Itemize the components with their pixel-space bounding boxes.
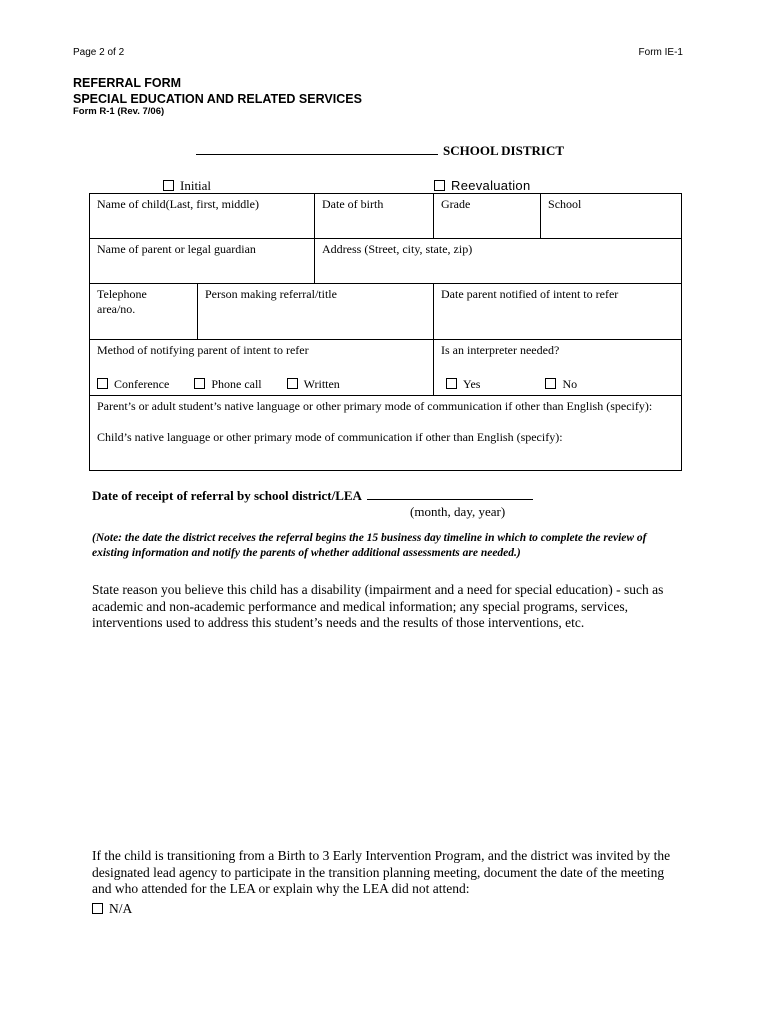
interpreter-label: Is an interpreter needed? <box>441 343 560 357</box>
child-language-label: Child’s native language or other primary mode of communication if other than English (specify): <box>97 430 563 444</box>
initial-option[interactable] <box>163 178 211 194</box>
school-cell[interactable] <box>541 194 682 239</box>
reevaluation-label: Reevaluation <box>451 178 531 193</box>
dob-label: Date of birth <box>322 197 384 211</box>
child-name-label: Name of child(Last, first, middle) <box>97 197 259 211</box>
written-checkbox[interactable] <box>287 378 298 389</box>
reason-prompt: State reason you believe this child has a disability (impairment and a need for special education) - such as academic and non-academic performance and medical information; any special programs, services, interventions used to address this student’s needs and the results of those interventions, etc. <box>92 582 664 630</box>
initial-label: Initial <box>180 178 212 193</box>
address-cell[interactable] <box>315 239 682 284</box>
initial-checkbox[interactable] <box>163 180 174 191</box>
school-district-label: SCHOOL DISTRICT <box>443 143 565 158</box>
method-options <box>97 377 426 392</box>
language-cell[interactable] <box>90 396 682 471</box>
dob-cell[interactable] <box>315 194 434 239</box>
conference-option[interactable] <box>97 377 169 392</box>
no-option[interactable] <box>545 377 577 392</box>
interpreter-cell <box>434 340 682 396</box>
form-number: Form R-1 (Rev. 7/06) <box>73 106 165 117</box>
school-district-field[interactable] <box>196 142 438 155</box>
interpreter-options <box>441 377 674 392</box>
yes-label: Yes <box>463 377 481 391</box>
receipt-date-label: Date of receipt of referral by school district/LEA <box>92 488 362 503</box>
telephone-cell[interactable] <box>90 284 198 340</box>
na-label: N/A <box>109 901 133 916</box>
method-label: Method of notifying parent of intent to refer <box>97 343 309 357</box>
transition-prompt: If the child is transitioning from a Birth to 3 Early Intervention Program, and the district was invited by the designated lead agency to participate in the transition planning meeting, document the date of the meeting and who attended for the LEA or explain why the LEA did not attend: <box>92 848 671 896</box>
title-line-2: SPECIAL EDUCATION AND RELATED SERVICES <box>73 92 362 106</box>
yes-checkbox[interactable] <box>446 378 457 389</box>
phone-checkbox[interactable] <box>194 378 205 389</box>
timeline-note: (Note: the date the district receives the referral begins the 15 business day timeline in which to complete the review of existing information and notify the parents of whether additional assessments are needed.) <box>92 532 647 559</box>
referral-info-table <box>89 193 682 471</box>
written-label: Written <box>303 377 340 391</box>
parent-name-cell[interactable] <box>90 239 315 284</box>
grade-cell[interactable] <box>434 194 541 239</box>
parent-language-label: Parent’s or adult student’s native language or other primary mode of communication if other than English (specify): <box>97 399 653 413</box>
form-title <box>73 75 362 107</box>
no-label: No <box>562 377 578 391</box>
conference-checkbox[interactable] <box>97 378 108 389</box>
person-referral-cell[interactable] <box>198 284 434 340</box>
form-id: Form IE-1 <box>638 47 683 58</box>
date-notified-cell[interactable] <box>434 284 682 340</box>
parent-name-label: Name of parent or legal guardian <box>97 242 256 256</box>
title-line-1: REFERRAL FORM <box>73 76 182 90</box>
receipt-date-row <box>92 487 533 504</box>
na-option[interactable] <box>92 901 132 917</box>
telephone-label: Telephone <box>97 287 147 301</box>
no-checkbox[interactable] <box>545 378 556 389</box>
telephone-sublabel: area/no. <box>97 302 136 316</box>
yes-option[interactable] <box>446 377 480 392</box>
conference-label: Conference <box>114 377 170 391</box>
page-number: Page 2 of 2 <box>73 47 125 58</box>
person-referral-label: Person making referral/title <box>205 287 337 301</box>
address-label: Address (Street, city, state, zip) <box>322 242 473 256</box>
phone-label: Phone call <box>211 377 262 391</box>
reevaluation-checkbox[interactable] <box>434 180 445 191</box>
date-notified-label: Date parent notified of intent to refer <box>441 287 619 301</box>
reevaluation-option[interactable] <box>434 178 531 193</box>
na-checkbox[interactable] <box>92 903 103 914</box>
receipt-date-field[interactable] <box>367 487 533 500</box>
school-label: School <box>548 197 582 211</box>
school-district-row <box>196 142 564 159</box>
grade-label: Grade <box>441 197 471 211</box>
written-option[interactable] <box>287 377 340 392</box>
method-cell <box>90 340 434 396</box>
child-name-cell[interactable] <box>90 194 315 239</box>
receipt-date-hint: (month, day, year) <box>410 504 506 519</box>
phone-option[interactable] <box>194 377 261 392</box>
